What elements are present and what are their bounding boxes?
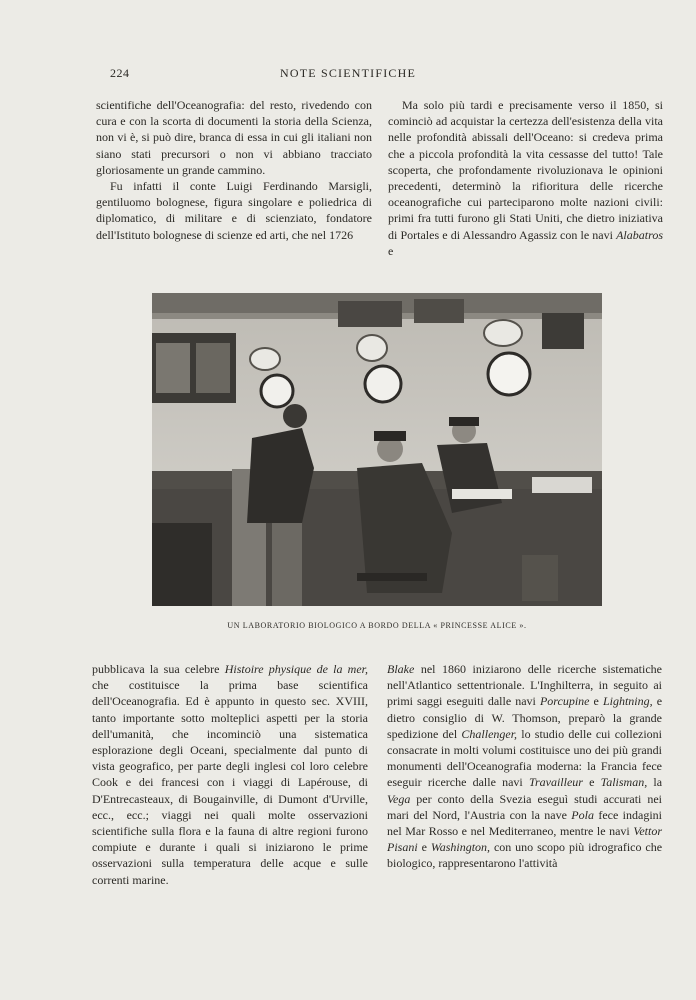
paragraph: scientifiche dell'Oceanografia: del resto, rivedendo con cura e con la scorta di documenti la storia della Scienza, non vi è, si può dire, branca di essa in cui gli italiani non siano stati precursori o non vi abbiano tracciato gloriosamente un grande cammino. bbox=[96, 98, 372, 177]
text-run: nel 1860 iniziarono delle ricerche sistematiche nell'Atlantico settentrionale. L'Inghilterra, in seguito ai primi saggi eseguiti dalle navi bbox=[387, 662, 662, 709]
ship-name: Alabatros bbox=[616, 227, 663, 242]
column-top-left bbox=[96, 97, 372, 243]
running-title: NOTE SCIENTIFICHE bbox=[279, 66, 417, 80]
paragraph: Fu infatti il conte Luigi Ferdinando Marsigli, gentiluomo bolognese, figura singolare e poliedrica di diplomatico, di militare e di scienziato, fondatore dell'Istituto bolognese di scienze ed arti, che nel 1726 bbox=[96, 179, 372, 242]
text-run: e bbox=[589, 775, 595, 790]
text-run: pubblicava la sua celebre bbox=[92, 662, 220, 676]
text-run: con uno scopo più idrografico che biologico, rappresentarono l'attività bbox=[387, 840, 663, 871]
ship-name: Washington, bbox=[430, 840, 491, 855]
ship-name: Talisman, bbox=[600, 775, 648, 790]
text-run: e bbox=[388, 243, 394, 258]
ship-name: Lightning, bbox=[602, 694, 653, 709]
column-top-right bbox=[388, 97, 663, 259]
ship-name: Vettor Pisani bbox=[387, 824, 662, 855]
ship-name: Vega bbox=[387, 791, 411, 806]
photo-illustration bbox=[152, 293, 602, 606]
ship-name: Pola bbox=[571, 807, 594, 822]
page-header bbox=[96, 66, 600, 84]
column-bottom-left bbox=[92, 661, 368, 888]
column-bottom-right bbox=[387, 661, 662, 872]
text-run: Ma solo più tardi e precisamente verso il 1850, si cominciò ad acquistar la certezza dell'esistenza della vita nelle profondità abissali dell'Oceano: si credeva prima che a piccola profondità la vita cessasse del tutto! Tale scoperta, che profondamente rivoluzionava le opinioni precedenti, determinò la rifioritura delle ricerche oceanografiche cui parteciparono molte nazioni civili: primi fra tutti furono gli Stati Uniti, che dietro iniziativa di Portales e di Alessandro Agassiz con le navi bbox=[388, 98, 663, 242]
paragraph bbox=[387, 661, 662, 872]
ship-name: Porcupine bbox=[539, 694, 590, 709]
text-run: che costituisce la prima base scientifica dell'Oceanografia. Ed è appunto in questo sec. XVIII, tanto importante sotto molteplici aspetti per la storia dell'umanità, che incominciò una sistematica esplorazione degli Oceani, specialmente dal punto di vista geografico, per parte degli inglesi col loro celebre Cook e dei francesi con i viaggi di Lapérouse, di D'Entrecasteaux, di Bougainville, di Dumont d'Urville, ecc., ecc.; viaggi nei quali molte osservazioni scientifiche sulla flora e la fauna di altre regioni furono compiute e durante i quali si iniziarono le prime osservazioni sulla temperatura delle acque e sulle correnti marine. bbox=[92, 678, 368, 887]
text-run: e bbox=[421, 840, 427, 855]
text-run: fece indagini nel Mar Rosso e nel Mediterraneo, mentre le navi bbox=[387, 807, 662, 839]
laboratory-photograph bbox=[152, 293, 602, 606]
text-run: e dietro consiglio di W. Thomson, preparò la grande spedizione del bbox=[387, 694, 663, 741]
paragraph bbox=[388, 97, 663, 259]
text-run: la bbox=[653, 775, 663, 790]
ship-name: Challenger, bbox=[461, 726, 518, 741]
ship-name: Blake bbox=[387, 662, 415, 676]
ship-name: Travailleur bbox=[528, 775, 583, 790]
text-run: lo studio delle cui collezioni consacrate in molti volumi costituisce uno dei più grandi monumenti dell'Oceanografia moderna: la Francia fece eseguir ricerche dalle navi bbox=[387, 726, 663, 790]
paragraph bbox=[92, 661, 368, 888]
text-run: e bbox=[593, 694, 599, 709]
figure-caption: UN LABORATORIO BIOLOGICO A BORDO DELLA « PRINCESSE ALICE ». bbox=[227, 621, 527, 630]
book-title: Histoire physique de la mer, bbox=[224, 662, 369, 676]
text-run: per conto della Svezia eseguì studi accurati nei mari del Nord, l'Austria con la nave bbox=[387, 791, 662, 822]
page-number: 224 bbox=[110, 66, 130, 80]
